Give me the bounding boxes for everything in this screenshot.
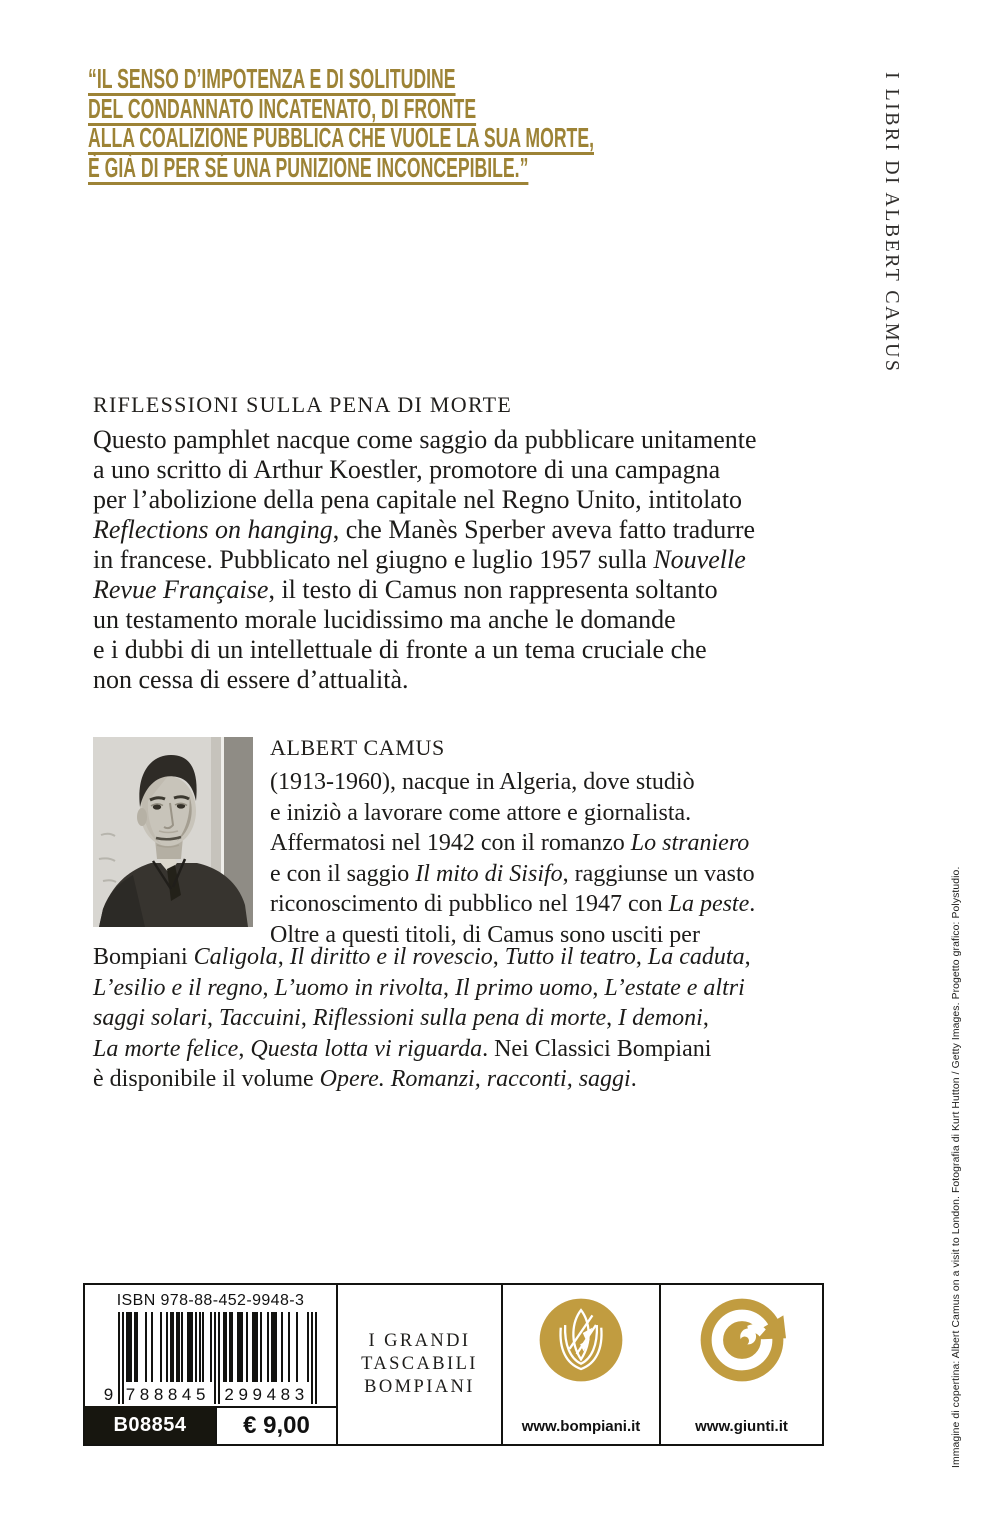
photo-credits: Immagine di copertina: Albert Camus on a visit to London. Fotografia di Kurt Hutton / Getty Images. Progetto grafico: Polystudio. bbox=[951, 866, 962, 1468]
text-line: Affermatosi nel 1942 con il romanzo Lo straniero bbox=[270, 830, 750, 856]
giunti-g-logo-icon bbox=[698, 1296, 786, 1384]
text-line: è disponibile il volume Opere. Romanzi, racconti, saggi. bbox=[93, 1066, 637, 1092]
text-line: Revue Française, il testo di Camus non rappresenta soltanto bbox=[93, 575, 718, 604]
text-line: per l’abolizione della pena capitale nel Regno Unito, intitolato bbox=[93, 485, 743, 514]
text-line: Reflections on hanging, che Manès Sperber aveva fatto tradurre bbox=[93, 515, 756, 544]
imprint-line: I GRANDI bbox=[368, 1331, 471, 1351]
text-line: saggi solari, Taccuini, Riflessioni sulla pena di morte, I demoni, bbox=[93, 1005, 709, 1031]
footer-strip bbox=[83, 1283, 830, 1446]
text-line: a uno scritto di Arthur Koestler, promotore di una campagna bbox=[93, 455, 721, 484]
quote-line: ALLA COALIZIONE PUBBLICA CHE VUOLE LA SUA MORTE, bbox=[88, 122, 594, 153]
barcode-panel bbox=[83, 1283, 338, 1446]
ean-lead-digit: 9 bbox=[102, 1384, 116, 1404]
bompiani-panel bbox=[501, 1283, 661, 1446]
spine-title: I LIBRI DI ALBERT CAMUS bbox=[881, 72, 903, 374]
cover-quote bbox=[88, 64, 594, 182]
bio-text-full-width bbox=[93, 942, 751, 1095]
text-line: un testamento morale lucidissimo ma anche le domande bbox=[93, 605, 676, 634]
edition-code: B08854 bbox=[85, 1406, 215, 1444]
giunti-panel bbox=[659, 1283, 824, 1446]
giunti-url: www.giunti.it bbox=[695, 1418, 788, 1435]
text-line: Questo pamphlet nacque come saggio da pubblicare unitamente bbox=[93, 425, 757, 454]
ean-barcode bbox=[104, 1312, 318, 1404]
imprint-line: BOMPIANI bbox=[364, 1377, 475, 1397]
author-name: ALBERT CAMUS bbox=[270, 735, 445, 760]
imprint-line: TASCABILI bbox=[361, 1354, 478, 1374]
quote-line: “IL SENSO D’IMPOTENZA E DI SOLITUDINE bbox=[88, 63, 456, 94]
quote-line: DEL CONDANNATO INCATENATO, DI FRONTE bbox=[88, 92, 477, 124]
synopsis-title: RIFLESSIONI SULLA PENA DI MORTE bbox=[93, 392, 513, 417]
text-line: Oltre a questi titoli, di Camus sono usciti per bbox=[270, 921, 700, 948]
text-line: Bompiani Caligola, Il diritto e il rovescio, Tutto il teatro, La caduta, bbox=[93, 944, 751, 970]
quote-line: È GIÀ DI PER SÉ UNA PUNIZIONE INCONCEPIBILE.” bbox=[88, 151, 529, 183]
camus-portrait-image bbox=[93, 737, 253, 927]
text-line: in francese. Pubblicato nel giugno e luglio 1957 sulla Nouvelle bbox=[93, 545, 746, 574]
ean-left-digits: 788845 bbox=[125, 1385, 211, 1404]
isbn-label: ISBN 978-88-452-9948-3 bbox=[116, 1292, 305, 1309]
bompiani-flower-logo-icon bbox=[537, 1296, 625, 1384]
text-line: e i dubbi di un intellettuale di fronte a un tema cruciale che bbox=[93, 635, 707, 664]
text-line: e iniziò a lavorare come attore e giornalista. bbox=[270, 799, 692, 826]
code-price-row bbox=[85, 1406, 336, 1444]
text-line: (1913-1960), nacque in Algeria, dove studiò bbox=[270, 769, 695, 795]
synopsis bbox=[93, 392, 757, 695]
bompiani-url: www.bompiani.it bbox=[521, 1418, 641, 1435]
imprint-panel bbox=[336, 1283, 503, 1446]
text-line: L’esilio e il regno, L’uomo in rivolta, Il primo uomo, L’estate e altri bbox=[93, 974, 745, 1001]
synopsis-text bbox=[93, 425, 757, 695]
text-line: e con il saggio Il mito di Sisifo, raggiunse un vasto bbox=[270, 860, 755, 887]
author-photo bbox=[93, 737, 253, 927]
price: € 9,00 bbox=[215, 1406, 336, 1444]
text-line: riconoscimento di pubblico nel 1947 con La peste. bbox=[270, 891, 756, 917]
author-bio-beside-photo bbox=[270, 735, 755, 950]
ean-right-digits: 299483 bbox=[224, 1385, 309, 1404]
text-line: La morte felice, Questa lotta vi riguarda. Nei Classici Bompiani bbox=[93, 1035, 712, 1062]
bio-text-indent bbox=[270, 767, 755, 950]
text-line: non cessa di essere d’attualità. bbox=[93, 665, 409, 694]
